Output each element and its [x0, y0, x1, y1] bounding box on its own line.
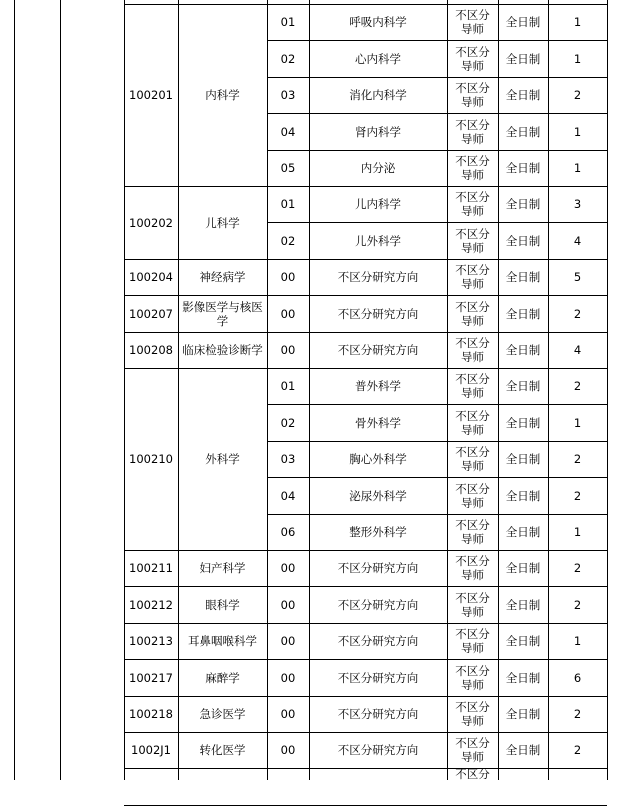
major-name-cell: 神经病学: [199, 270, 246, 284]
quota-cell: 1: [573, 124, 582, 139]
direction-code-cell: 03: [280, 452, 296, 466]
direction-name-cell: 消化内科学: [349, 88, 407, 102]
major-name-cell: 外科学: [205, 452, 240, 466]
tutor-text: 不区分导师: [455, 700, 490, 728]
direction-name-cell: 不区分研究方向: [337, 743, 419, 757]
tutor-text: 不区分导师: [455, 117, 490, 146]
tutor-cell: [447, 623, 498, 659]
major-name-cell: 内科学: [205, 88, 240, 102]
study-mode-cell: 全日制: [505, 161, 541, 175]
major-code-cell: 1002J1: [131, 743, 171, 757]
major-code-cell: 100218: [129, 707, 173, 721]
quota-cell: 2: [573, 379, 582, 393]
tutor-text: 不区分导师: [455, 445, 490, 473]
major-name-cell: 临床检验诊断学: [182, 343, 263, 357]
quota-cell: 1: [573, 15, 582, 29]
direction-code-cell: 02: [280, 415, 296, 430]
table-column-rule: [607, 0, 608, 780]
major-code-cell: 100204: [129, 270, 173, 284]
tutor-cell: [447, 477, 498, 514]
quota-cell: 2: [573, 452, 582, 466]
direction-name-cell: 不区分研究方向: [337, 597, 419, 612]
study-mode-cell: 全日制: [505, 415, 541, 430]
major-name-cell: 急诊医学: [199, 707, 246, 721]
direction-name-cell: 不区分研究方向: [337, 634, 419, 648]
tutor-cell: [447, 4, 498, 40]
quota-cell: 2: [573, 88, 582, 102]
tutor-cell: [447, 222, 498, 259]
tutor-text: 不区分导师: [455, 736, 490, 764]
study-mode-cell: 全日制: [505, 197, 541, 211]
tutor-cell: [447, 732, 498, 768]
study-mode-cell: 全日制: [505, 452, 541, 466]
quota-cell: 2: [573, 743, 582, 757]
tutor-text: 不区分导师: [455, 226, 490, 255]
tutor-cell: [447, 441, 498, 477]
direction-code-cell: 02: [280, 233, 296, 248]
tutor-cell: [447, 150, 498, 186]
major-name-cell: 眼科学: [205, 597, 240, 612]
quota-cell: 3: [573, 197, 582, 211]
tutor-cell: [447, 586, 498, 623]
study-mode-cell: 全日制: [505, 743, 541, 757]
direction-code-cell: 05: [280, 161, 296, 175]
tutor-text: 不区分导师: [455, 299, 490, 328]
major-code-cell: 100208: [129, 343, 173, 357]
major-code-cell: 100202: [129, 215, 173, 230]
direction-name-cell: 儿内科学: [355, 197, 401, 211]
study-mode-cell: 全日制: [505, 379, 541, 393]
tutor-cell: [447, 259, 498, 295]
direction-name-cell: 不区分研究方向: [337, 561, 419, 575]
study-mode-cell: 全日制: [505, 561, 541, 575]
major-code-cell: 100217: [129, 670, 173, 685]
study-mode-cell: 全日制: [505, 707, 541, 721]
quota-cell: 1: [573, 525, 582, 539]
direction-code-cell: 03: [280, 88, 296, 102]
study-mode-cell: 全日制: [505, 597, 541, 612]
tutor-cell: [447, 768, 498, 780]
direction-name-cell: 不区分研究方向: [337, 707, 419, 721]
tutor-cell: [447, 659, 498, 696]
tutor-text: 不区分导师: [455, 481, 490, 510]
direction-name-cell: 胸心外科学: [349, 452, 407, 466]
tutor-text: 不区分导师: [455, 627, 490, 655]
direction-name-cell: 内分泌: [360, 161, 396, 175]
study-mode-cell: 全日制: [505, 124, 541, 139]
tutor-text: 不区分: [455, 767, 490, 781]
quota-cell: 1: [573, 51, 582, 66]
direction-code-cell: 04: [280, 124, 296, 139]
quota-cell: [548, 768, 607, 780]
tutor-text: 不区分导师: [455, 518, 490, 546]
tutor-cell: [447, 295, 498, 332]
tutor-cell: [447, 186, 498, 222]
direction-name-cell: 呼吸内科学: [349, 15, 407, 29]
quota-cell: 1: [573, 415, 582, 430]
direction-code-cell: 04: [280, 488, 296, 503]
major-code-cell: 100211: [129, 561, 173, 575]
major-code-cell: 100207: [129, 306, 173, 321]
study-mode-cell: 全日制: [505, 233, 541, 248]
study-mode-cell: 全日制: [505, 15, 541, 29]
major-code-cell: 100213: [129, 634, 173, 648]
direction-code-cell: 00: [280, 597, 296, 612]
study-mode-cell: 全日制: [505, 51, 541, 66]
study-mode-cell: 全日制: [505, 343, 541, 357]
direction-code-cell: 00: [280, 306, 296, 321]
quota-cell: 2: [573, 707, 582, 721]
major-name-cell: [178, 768, 267, 780]
direction-code-cell: 00: [280, 670, 296, 685]
quota-cell: 5: [573, 270, 582, 284]
study-mode-cell: [498, 768, 548, 780]
quota-cell: 2: [573, 561, 582, 575]
major-name-cell: 耳鼻咽喉科学: [188, 634, 257, 648]
direction-code-cell: 01: [280, 15, 296, 29]
table-column-rule: [60, 0, 61, 780]
direction-name-cell: 不区分研究方向: [337, 306, 419, 321]
direction-name-cell: [309, 768, 447, 780]
direction-code-cell: 06: [280, 525, 296, 539]
study-mode-cell: 全日制: [505, 488, 541, 503]
major-code-cell: 100212: [129, 597, 173, 612]
direction-name-cell: 心内科学: [355, 51, 401, 66]
tutor-text: 不区分导师: [455, 263, 490, 291]
quota-cell: 4: [573, 233, 582, 248]
table-column-rule: [14, 0, 15, 780]
quota-cell: 1: [573, 161, 582, 175]
tutor-text: 不区分导师: [455, 408, 490, 437]
major-code-cell: [124, 768, 178, 780]
quota-cell: 1: [573, 634, 582, 648]
major-name-cell: 儿科学: [205, 215, 240, 230]
tutor-text: 不区分导师: [455, 154, 490, 182]
study-mode-cell: 全日制: [505, 670, 541, 685]
study-mode-cell: 全日制: [505, 525, 541, 539]
tutor-text: 不区分导师: [455, 663, 490, 692]
major-name-cell: 转化医学: [199, 743, 246, 757]
tutor-cell: [447, 368, 498, 404]
direction-name-cell: 整形外科学: [349, 525, 407, 539]
major-name-cell: 妇产科学: [199, 561, 246, 575]
tutor-cell: [447, 332, 498, 368]
quota-cell: 2: [573, 488, 582, 503]
quota-cell: 2: [573, 306, 582, 321]
direction-name-cell: 儿外科学: [355, 233, 401, 248]
study-mode-cell: 全日制: [505, 270, 541, 284]
quota-cell: 2: [573, 597, 582, 612]
direction-name-cell: 骨外科学: [355, 415, 401, 430]
tutor-text: 不区分导师: [455, 372, 490, 400]
tutor-cell: [447, 40, 498, 77]
major-name-cell: 影像医学与核医学: [182, 299, 263, 328]
tutor-cell: [447, 514, 498, 550]
direction-code-cell: 00: [280, 270, 296, 284]
major-code-cell: 100201: [129, 88, 173, 102]
direction-code-cell: 01: [280, 197, 296, 211]
tutor-cell: [447, 77, 498, 113]
tutor-text: 不区分导师: [455, 44, 490, 73]
direction-code-cell: 00: [280, 343, 296, 357]
major-code-cell: 100210: [129, 452, 173, 466]
direction-code-cell: 01: [280, 379, 296, 393]
direction-code-cell: 00: [280, 743, 296, 757]
direction-name-cell: 不区分研究方向: [337, 270, 419, 284]
study-mode-cell: 全日制: [505, 88, 541, 102]
direction-code-cell: [267, 768, 309, 780]
study-mode-cell: 全日制: [505, 306, 541, 321]
direction-name-cell: 不区分研究方向: [337, 343, 419, 357]
tutor-text: 不区分导师: [455, 8, 490, 36]
quota-cell: 6: [573, 670, 582, 685]
tutor-text: 不区分导师: [455, 81, 490, 109]
tutor-text: 不区分导师: [455, 590, 490, 619]
direction-code-cell: 00: [280, 634, 296, 648]
direction-code-cell: 00: [280, 561, 296, 575]
tutor-text: 不区分导师: [455, 554, 490, 582]
tutor-text: 不区分导师: [455, 190, 490, 218]
direction-code-cell: 02: [280, 51, 296, 66]
quota-cell: 4: [573, 343, 582, 357]
study-mode-cell: 全日制: [505, 634, 541, 648]
tutor-cell: [447, 550, 498, 586]
tutor-cell: [447, 404, 498, 441]
direction-name-cell: 肾内科学: [355, 124, 401, 139]
tutor-cell: [447, 696, 498, 732]
major-name-cell: 麻醉学: [205, 670, 240, 685]
direction-name-cell: 普外科学: [355, 379, 401, 393]
direction-name-cell: 泌尿外科学: [349, 488, 407, 503]
direction-name-cell: 不区分研究方向: [337, 670, 419, 685]
tutor-cell: [447, 113, 498, 150]
tutor-text: 不区分导师: [455, 336, 490, 364]
direction-code-cell: 00: [280, 707, 296, 721]
